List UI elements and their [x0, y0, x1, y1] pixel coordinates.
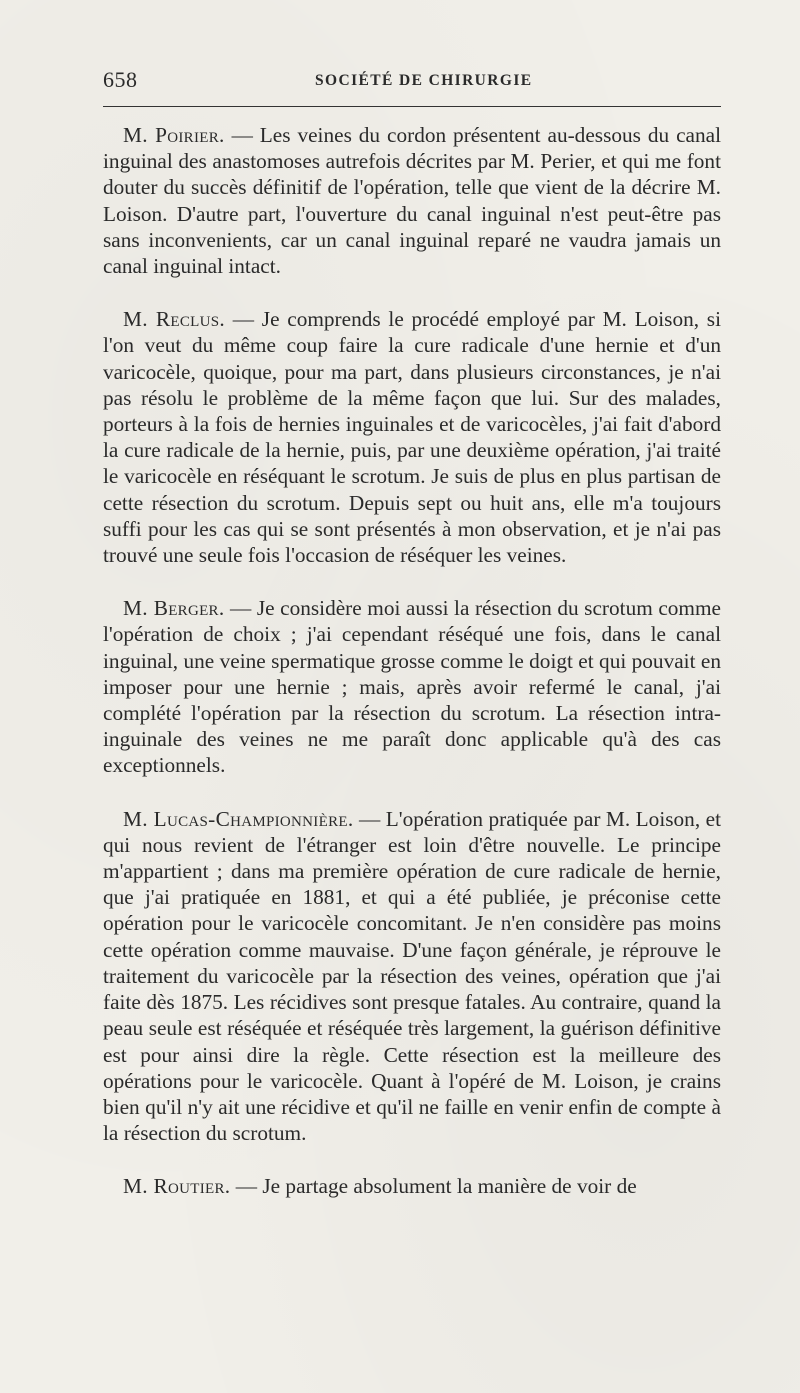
journal-title: SOCIÉTÉ DE CHIRURGIE	[315, 72, 533, 89]
paragraph-text: — Je comprends le procédé employé par M. Loison, si l'on veut du même coup faire la cure radicale d'une hernie et d'un varicocèle, quoique, pour ma part, dans plusieurs circonstances, je n'ai pas résolu le problème de la même façon que lui. Sur des malades, porteurs à la fois de hernies inguinales et de varicocèles, j'ai fait d'abord la cure radicale de la hernie, puis, par une deuxième opération, j'ai traité le varicocèle en réséquant le scrotum. Je suis de plus en plus partisan de cette résection du scrotum. Depuis sept ou huit ans, elle m'a toujours suffi pour les cas qui se sont présentés à mon observation, et je n'ai pas trouvé une seule fois l'occasion de réséquer les veines.	[103, 307, 721, 568]
paragraph-text: — Je partage absolument la manière de voir de	[230, 1174, 637, 1199]
body-text	[103, 122, 721, 1227]
paragraph-reclus	[103, 306, 721, 568]
header-rule	[103, 106, 721, 107]
paragraph-poirier	[103, 122, 721, 279]
speaker-name: M. Poirier.	[123, 123, 225, 147]
speaker-name: M. Routier.	[123, 1174, 231, 1199]
speaker-name: M. Berger.	[123, 596, 225, 621]
speaker-name: M. Lucas-Championnière.	[123, 806, 354, 831]
paragraph-text: — L'opération pratiquée par M. Loison, et qui nous revient de l'étranger est loin d'être nouvelle. Le principe m'appartient ; dans ma première opération de cure radicale de hernie, que j'ai pratiquée en 1881, et qui a été publiée, je préconise cette opération pour le varicocèle concomitant. Je n'en considère pas moins cette opération comme mauvaise. D'une façon générale, je réprouve le traitement du varicocèle par la résection des veines, opération que j'ai faite dès 1875. Les récidives sont presque fatales. Au contraire, quand la peau seule est réséquée et réséquée très largement, la guérison définitive est pour ainsi dire la règle. Cette résection est la meilleure des opérations pour le varicocèle. Quant à l'opéré de M. Loison, je crains bien qu'il n'y ait une récidive et qu'il ne faille en venir enfin de compte à la résection du scrotum.	[103, 806, 722, 1146]
paragraph-lucas-championniere	[103, 806, 721, 1147]
page-number: 658	[103, 67, 138, 92]
paragraph-routier	[103, 1173, 721, 1199]
running-head	[103, 66, 721, 94]
paragraph-text: — Je considère moi aussi la résection du scrotum comme l'opération de choix ; j'ai cependant réséqué une fois, dans le canal inguinal, une veine spermatique grosse comme le doigt et qui pouvait en imposer pour une hernie ; mais, après avoir refermé le canal, j'ai complété l'opération par la résection du scrotum. La résection intra-inguinale des veines ne me paraît donc applicable qu'à des cas exceptionnels.	[103, 596, 722, 778]
paragraph-berger	[103, 595, 721, 778]
paragraph-text: — Les veines du cordon présentent au-dessous du canal inguinal des anastomoses autrefois décrites par M. Perier, et qui me font douter du succès définitif de l'opération, telle que vient de la décrire M. Loison. D'autre part, l'ouverture du canal inguinal n'est peut-être pas sans inconvenients, car un canal inguinal reparé ne vaudra jamais un canal inguinal intact.	[103, 123, 721, 279]
speaker-name: M. Reclus.	[123, 307, 226, 332]
